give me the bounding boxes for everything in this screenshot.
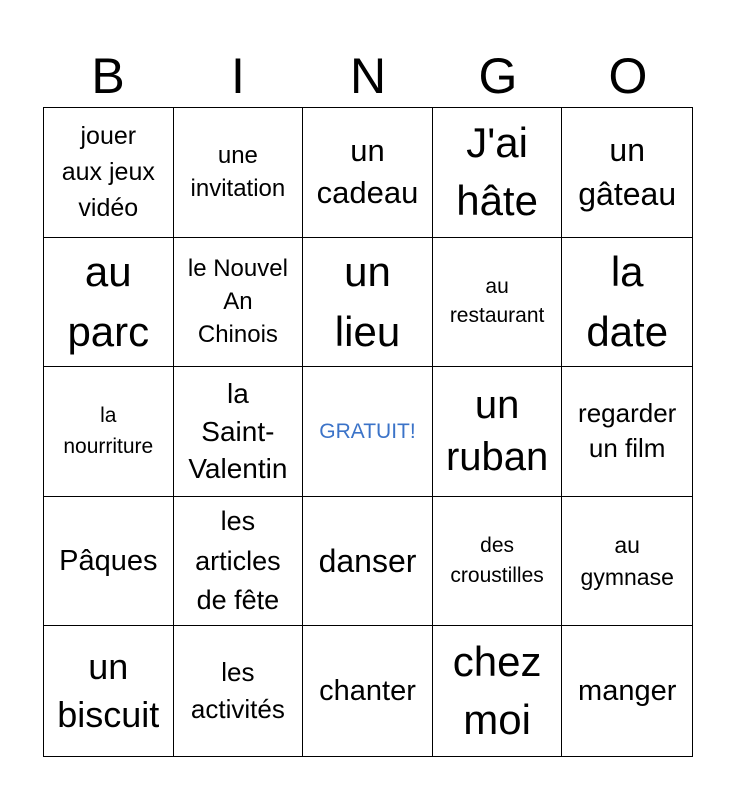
bingo-cell[interactable] (44, 108, 174, 238)
bingo-cell[interactable] (562, 108, 692, 238)
header-letter-g: G (478, 48, 518, 104)
bingo-cell[interactable] (303, 497, 433, 627)
cell-label: les articles de fête (195, 506, 281, 615)
bingo-cell[interactable] (174, 497, 304, 627)
cell-label: chez moi (452, 638, 542, 744)
cell-label: regarder un film (578, 397, 677, 464)
cell-label: GRATUIT! (319, 419, 416, 443)
header-letter-n: N (349, 48, 387, 104)
bingo-cell[interactable] (44, 367, 174, 497)
header-letter-b: B (91, 48, 125, 104)
cell-label: une invitation (190, 141, 286, 203)
cell-label: au gymnase (580, 531, 674, 591)
bingo-cell[interactable] (303, 238, 433, 368)
bingo-cell[interactable] (303, 108, 433, 238)
bingo-cell[interactable] (433, 367, 563, 497)
cell-label: la Saint- Valentin (188, 377, 288, 485)
bingo-cell[interactable] (433, 497, 563, 627)
cell-label: danser (318, 542, 417, 579)
cell-label: des croustilles (450, 533, 544, 588)
bingo-cell[interactable] (174, 108, 304, 238)
cell-label: la nourriture (63, 403, 154, 459)
cell-label: un gâteau (578, 132, 677, 213)
cell-label: manger (578, 674, 677, 707)
bingo-cell[interactable] (303, 626, 433, 756)
cell-label: le Nouvel An Chinois (187, 255, 288, 349)
bingo-cell[interactable] (44, 626, 174, 756)
cell-label: jouer aux jeux vidéo (61, 121, 155, 223)
header-letter-i: I (231, 48, 245, 104)
cell-label: un biscuit (57, 645, 160, 736)
bingo-cell[interactable] (433, 238, 563, 368)
cell-label: un ruban (445, 383, 549, 480)
cell-label: les activités (190, 657, 285, 725)
cell-label: la date (586, 248, 669, 355)
cell-label: un lieu (334, 248, 401, 355)
cell-label: au restaurant (449, 274, 545, 327)
bingo-cell[interactable] (174, 238, 304, 368)
header-letter-o: O (608, 48, 648, 104)
free-space-cell[interactable] (303, 367, 433, 497)
bingo-cell[interactable] (174, 367, 304, 497)
bingo-cell[interactable] (562, 238, 692, 368)
cell-label: chanter (319, 674, 416, 707)
bingo-header (43, 46, 693, 106)
bingo-cell[interactable] (433, 108, 563, 238)
bingo-cell[interactable] (44, 497, 174, 627)
bingo-cell[interactable] (562, 367, 692, 497)
bingo-cell[interactable] (562, 626, 692, 756)
cell-label: Pâques (59, 544, 158, 577)
bingo-cell[interactable] (44, 238, 174, 368)
cell-label: un cadeau (316, 133, 419, 211)
cell-label: au parc (67, 248, 150, 355)
bingo-cell[interactable] (433, 626, 563, 756)
bingo-cell[interactable] (562, 497, 692, 627)
bingo-board (43, 107, 693, 757)
cell-label: J'ai hâte (456, 119, 538, 225)
bingo-cell[interactable] (174, 626, 304, 756)
